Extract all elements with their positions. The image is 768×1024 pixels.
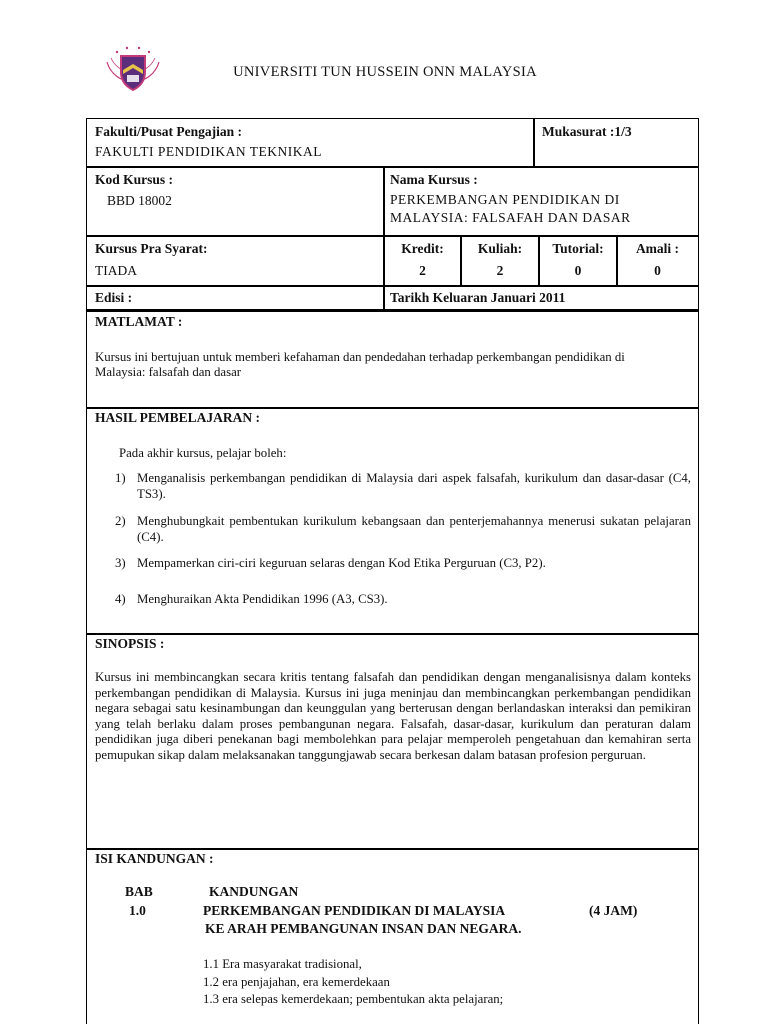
faculty-value: FAKULTI PENDIDIKAN TEKNIKAL bbox=[95, 144, 322, 159]
code-label: Kod Kursus : bbox=[95, 172, 174, 187]
name-label: Nama Kursus : bbox=[390, 172, 478, 187]
objective-heading: MATLAMAT : bbox=[95, 314, 183, 329]
content-heading: ISI KANDUNGAN : bbox=[95, 851, 214, 866]
outcomes-section bbox=[86, 407, 699, 635]
chapter-column-header: BAB bbox=[125, 884, 153, 899]
release-cell bbox=[383, 285, 699, 311]
chapter-subtitle: KE ARAH PEMBANGUNAN INSAN DAN NEGARA. bbox=[205, 921, 522, 936]
faculty-label: Fakulti/Pusat Pengajian : bbox=[95, 124, 243, 139]
tutorial-cell bbox=[538, 235, 618, 287]
list-item: 2) Menghubungkait pembentukan kurikulum kebangsaan dan penterjemahannya menerusi sukatan pelajaran (C4). bbox=[115, 514, 691, 544]
edition-label: Edisi : bbox=[95, 290, 133, 305]
synopsis-section bbox=[86, 633, 699, 850]
objective-section bbox=[86, 309, 699, 409]
outcomes-heading: HASIL PEMBELAJARAN : bbox=[95, 410, 261, 425]
content-section bbox=[86, 848, 699, 1024]
name-line1: PERKEMBANGAN PENDIDIKAN DI bbox=[390, 192, 620, 207]
synopsis-heading: SINOPSIS : bbox=[95, 636, 165, 651]
faculty-cell bbox=[86, 118, 535, 168]
code-cell bbox=[86, 166, 385, 237]
synopsis-text: Kursus ini membincangkan secara kritis tentang falsafah dan pendidikan dengan menganalisisnya dalam konteks perkembangan pendidikan di Malaysia. Kursus ini juga meninjau dan membincangkan perkembangan pendidikan negara sebagai satu kesinambungan dan keunggulan yang berterusan dengan berlandaskan interaksi dan pemikiran yang telah berlaku dalam proses pembangunan negara. Falsafah, dasar-dasar, kurikulum dan peraturan dalam pendidikan juga diberi penekanan bagi membolehkan para pelajar memperoleh pengetahuan dan kemahiran serta pemupukan sikap dalam melaksanakan tanggungjawab secara berkesan dalam batasan profesion perguruan. bbox=[95, 670, 691, 762]
code-value: BBD 18002 bbox=[107, 193, 172, 208]
outcomes-intro: Pada akhir kursus, pelajar boleh: bbox=[119, 446, 287, 460]
prereq-value: TIADA bbox=[95, 263, 137, 278]
content-column-header: KANDUNGAN bbox=[209, 884, 299, 899]
page-label: Mukasurat :1/3 bbox=[542, 124, 632, 139]
practical-cell bbox=[616, 235, 699, 287]
prereq-cell bbox=[86, 235, 385, 287]
prereq-label: Kursus Pra Syarat: bbox=[95, 241, 208, 256]
subtopic-item: 1.2 era penjajahan, era kemerdekaan bbox=[203, 975, 390, 989]
lecture-value: 2 bbox=[496, 263, 504, 278]
list-item: 4) Menghuraikan Akta Pendidikan 1996 (A3, CS3). bbox=[115, 592, 388, 606]
name-cell bbox=[383, 166, 699, 237]
practical-value: 0 bbox=[654, 263, 661, 278]
list-item: 1) Menganalisis perkembangan pendidikan di Malaysia dari aspek falsafah, kurikulum dan dasar-dasar (C4, TS3). bbox=[115, 471, 691, 501]
credit-value: 2 bbox=[419, 263, 426, 278]
name-line2: MALAYSIA: FALSAFAH DAN DASAR bbox=[390, 210, 631, 225]
objective-text: Kursus ini bertujuan untuk memberi kefahaman dan pendedahan terhadap perkembangan pendidikan di Malaysia: falsafah dan dasar bbox=[95, 350, 625, 379]
practical-label: Amali : bbox=[635, 241, 680, 256]
tutorial-value: 0 bbox=[574, 263, 582, 278]
page-cell bbox=[533, 118, 699, 168]
university-title: UNIVERSITI TUN HUSSEIN ONN MALAYSIA bbox=[233, 64, 537, 80]
lecture-cell bbox=[460, 235, 540, 287]
subtopic-item: 1.1 Era masyarakat tradisional, bbox=[203, 957, 362, 971]
release-label: Tarikh Keluaran Januari 2011 bbox=[390, 290, 566, 305]
chapter-number: 1.0 bbox=[129, 903, 146, 918]
tutorial-label: Tutorial: bbox=[552, 241, 604, 256]
lecture-label: Kuliah: bbox=[477, 241, 523, 256]
list-item: 3) Mempamerkan ciri-ciri keguruan selaras dengan Kod Etika Perguruan (C3, P2). bbox=[115, 556, 546, 570]
credit-cell bbox=[383, 235, 462, 287]
chapter-title: PERKEMBANGAN PENDIDIKAN DI MALAYSIA bbox=[203, 903, 506, 918]
chapter-hours: (4 JAM) bbox=[589, 903, 638, 918]
credit-label: Kredit: bbox=[401, 241, 444, 256]
edition-cell bbox=[86, 285, 385, 311]
subtopic-item: 1.3 era selepas kemerdekaan; pembentukan akta pelajaran; bbox=[203, 992, 504, 1006]
